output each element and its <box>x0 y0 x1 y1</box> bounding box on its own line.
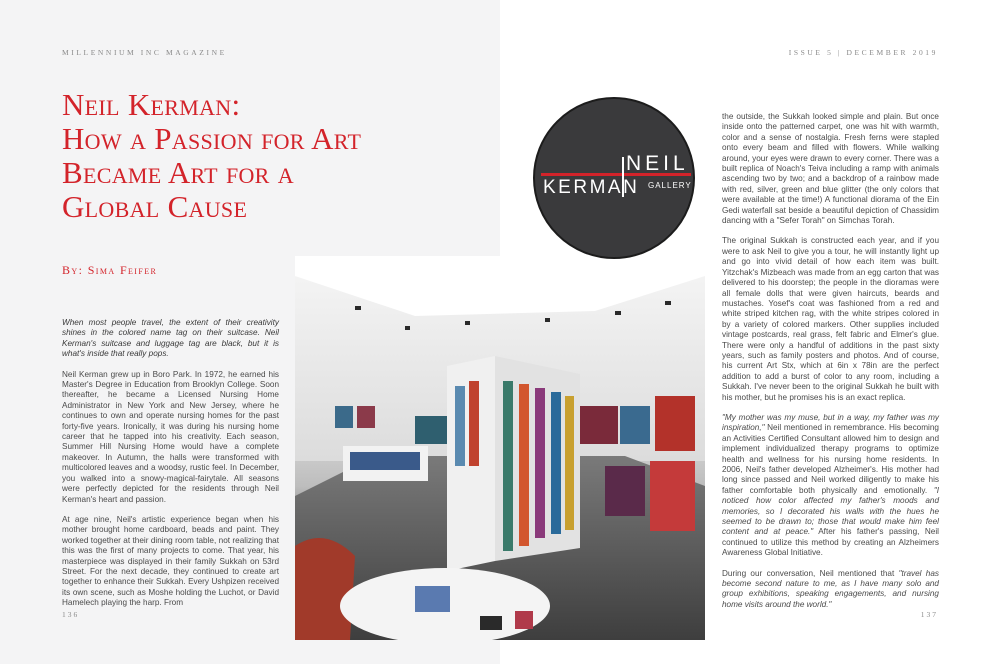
neil-kerman-gallery-logo <box>533 97 695 259</box>
left-column <box>62 318 279 619</box>
page-number-left: 136 <box>62 610 80 619</box>
body-paragraph: Neil Kerman grew up in Boro Park. In 1972, he earned his Master's Degree in Education from Brooklyn College. Soon thereafter, he became a Licensed Nursing Home Administrator in New York and New Jersey, where he continues to own and operate nursing homes for the past forty-five years. Ironically, it was during his nursing home career that he tapped into his creativity. Each season, Summer Hill Nursing Home would have a complete makeover. In Autumn, the halls were transformed with multicolored leaves and a woodsy, rustic feel. In December, you walked into a snowy-magical-fairytale. All seasons were perfectly depicted for the residents through Neil Kerman's heart and passion. <box>62 369 279 504</box>
quote-text: "My mother was my muse, but in a way, my father was my inspiration," <box>722 412 939 433</box>
issue-date: ISSUE 5 | DECEMBER 2019 <box>788 48 938 57</box>
logo-kerman-text: KERMAN <box>543 177 640 198</box>
logo-gallery-text: GALLERY <box>648 181 692 190</box>
paragraph-text: After his father's passing, Neil continued to utilize this method by creating an Alzheimers Awareness Global Initiative. <box>722 527 939 558</box>
quote-text: "travel has become second nature to me, as I have many solo and group exhibitions, speaking engagements, and nursing home visits around the world." <box>722 568 940 609</box>
quote-text: "I noticed how color affected my father's moods and memories, so I decorated his walls with the hues he seemed to be drawn to; those that would make him feel content and at peace." <box>722 485 939 537</box>
article-title <box>62 88 372 224</box>
body-paragraph: At age nine, Neil's artistic experience began when his mother brought home cardboard, beads and paint. They worked together at their dining room table, not realizing that this was the first of many projects to come. That year, his masterpiece was displayed in their family Sukkah on 53rd Street. For the next decade, they continued to create art together to enhance their Sukkah. Every Ushpizen received its own scene, such as Moshe holding the Luchot, or David Hamelech playing the harp. From <box>62 514 279 608</box>
intro-paragraph: When most people travel, the extent of their creativity shines in the colored name tag on their suitcase. Neil Kerman's suitcase and luggage tag are black, but it is what's inside that really pops. <box>62 318 279 359</box>
title-line-3: Became Art for a <box>62 155 294 190</box>
right-column <box>722 112 939 620</box>
title-line-4: Global Cause <box>62 189 248 224</box>
logo-neil-text: NEIL <box>626 152 689 175</box>
magazine-name: MILLENNIUM INC MAGAZINE <box>62 48 227 57</box>
paragraph-text: Neil mentioned in remembrance. His becoming an Activities Certified Consultant allowed him to design and implement individualized therapy programs to optimize health and wellness for his nursing home residents. In 2006, Neil's father developed Alzheimer's. His mother had long since passed and Neil worked diligently to make his father comfortable both physically and emotionally. <box>722 423 939 495</box>
page-number-right: 137 <box>920 610 938 619</box>
author-byline: By: Sima Feifer <box>62 263 158 277</box>
title-line-2: How a Passion for Art <box>62 121 362 156</box>
gallery-photo <box>295 256 705 640</box>
body-paragraph <box>722 413 939 559</box>
body-paragraph: the outside, the Sukkah looked simple and plain. But once inside onto the patterned carpet, one was hit with warmth, color and a sense of nostalgia. Fresh ferns were stapled onto every beam and filled with flowers. While walking around, your eyes were drawn to every corner. There was a built replica of Noach's Teiva including a ramp with animals ascending two by two; and a backdrop of a rainbow made with red, silver, green and blue glitter (the only colors that were available at the time!) A functional diorama of the Ein Gedi waterfall sat beside a beautiful depiction of Chassidim dancing with a "Sefer Torah" on Simchas Torah. <box>722 112 939 226</box>
title-line-1: Neil Kerman: <box>62 87 241 122</box>
body-paragraph: The original Sukkah is constructed each year, and if you were to ask Neil to give you a tour, he will instantly light up and go into vivid detail of how each item was built. Yitzchak's Mizbeach was made from an egg carton that was delivered to his doorstep; the people in the dioramas were all female dolls that were given haircuts, beards and mustaches. Yosef's coat was fashioned from a red and white striped kitchen rag, with the white stripes colored in by a variety of colored markers. Other supplies included vintage postcards, real grass, felt fabric and Elmer's glue. There were only a handful of additions in the past sixty years, such as family posters and photos. And of course, his current Art Stx, which at 6in x 78in are the perfect addition to add a burst of color to any room, including a Sukkah. I've never been to the original Sukkah he built with his mother, but he promises his is an exact replica. <box>722 236 939 402</box>
body-paragraph <box>722 569 939 611</box>
paragraph-text: During our conversation, Neil mentioned that <box>722 568 899 578</box>
gallery-illustration <box>295 256 705 640</box>
